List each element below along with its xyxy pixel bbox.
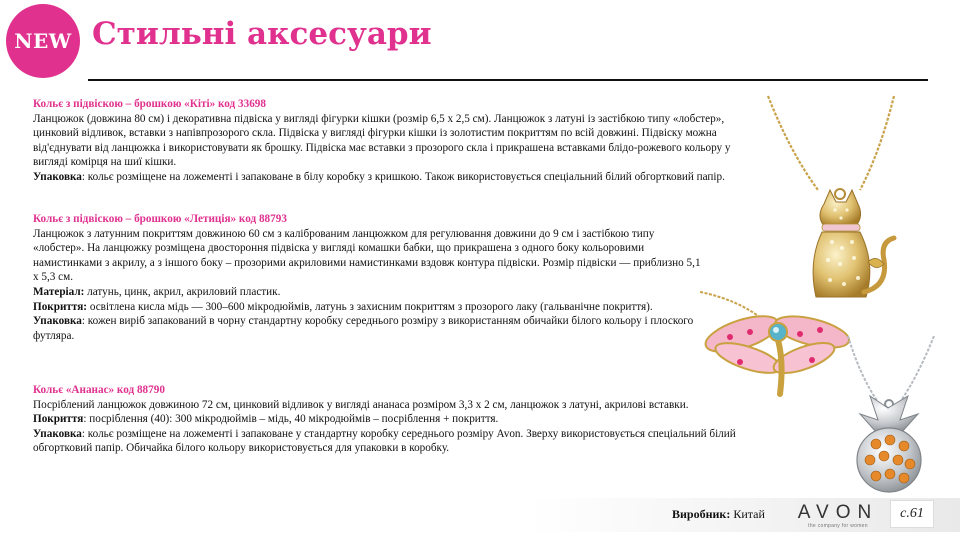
coating-label: Покриття: [33, 300, 88, 313]
avon-tagline: the company for women [808, 523, 868, 529]
product-kitty [33, 97, 761, 185]
product-description: Посріблений ланцюжок довжиною 72 см, цинковий відливок у вигляді ананаса розміром 3,3 х 2 см, ланцюжок з латуні, акрилові вставки. [33, 398, 689, 411]
page-number: с.61 [890, 500, 934, 528]
new-badge-label: NEW [14, 29, 72, 53]
cat-pendant-image [760, 92, 920, 307]
material-line [33, 285, 703, 300]
packaging-label: Упаковка [33, 427, 82, 440]
producer-info [672, 507, 765, 522]
packaging-text: : кольє розміщене на ложементі і запаковане у стандартну коробку середнього розміру Avon. Зверху використовується спеціальний білий обгортковий папір. Обичайка білого кольору використовується для упаковки в коробку. [33, 427, 736, 455]
producer-value: Китай [730, 507, 765, 521]
avon-wordmark: AVON [797, 502, 879, 523]
page-title: Стильні аксесуари [92, 16, 432, 52]
coating-line [33, 412, 761, 427]
coating-line [33, 300, 703, 315]
packaging-text: : кожен виріб запакований в чорну стандартну коробку середнього розміру з використанням обичайки білого кольору і плоского футляра. [33, 315, 694, 342]
product-heading: Кольє «Ананас» код 88790 [33, 384, 165, 396]
packaging-line [33, 314, 703, 343]
new-badge [6, 4, 80, 78]
product-description: Ланцюжок з латунним покриттям довжиною 60 см з каліброваним ланцюжком для регулювання довжини до 9 см і застібкою типу «лобстер». На ланцюжку розміщена двостороння підвіска у вигляді комашки бабки, що прикрашена з одного боку кольоровими намистинками з акрилу, а з іншого боку – прозорими акриловими намистинками вздовж контура підвіски. Розмір підвіски — приблизно 5,1 х 5,3 см. [33, 227, 701, 284]
avon-logo [793, 503, 883, 529]
product-heading: Кольє з підвіскою – брошкою «Кіті» код 33698 [33, 98, 266, 110]
title-divider [88, 79, 928, 81]
material-text: латунь, цинк, акрил, акриловий пластик. [84, 285, 281, 298]
packaging-line [33, 170, 761, 185]
product-pineapple [33, 383, 761, 456]
material-label: Матеріал: [33, 285, 85, 298]
product-heading: Кольє з підвіскою – брошкою «Летиція» код 88793 [33, 213, 287, 225]
packaging-line [33, 427, 761, 456]
packaging-label: Упаковка [33, 315, 82, 328]
product-description: Ланцюжок (довжина 80 см) і декоративна підвіска у вигляді фігурки кішки (розмір 6,5 х 2,5 см). Ланцюжок з латуні із застібкою типу «лобстер», цинковий відливок, вставки з напівпрозорого скла. Підвіска у вигляді фігурки кішки із золотистим покриттям по всій довжині. Підвіску можна від'єднувати від ланцюжка і використовувати як брошку. Підвіска має вставки з прозорого скла і прикрашена вставками блідо-рожевого кольору у вигляді комірця на шиї кішки. [33, 112, 731, 169]
product-leticia [33, 212, 703, 343]
producer-label: Виробник: [672, 507, 731, 521]
coating-text: освітлена кисла мідь — 300–600 мікродюймів, латунь з захисним покриттям з прозорого лаку (гальванічне покриття). [87, 300, 653, 313]
coating-text: : посріблення (40): 300 мікродюймів – мідь, 40 мікродюймів – посріблення + покриття. [83, 413, 499, 426]
pineapple-pendant-image [830, 336, 940, 496]
packaging-text: : кольє розміщене на ложементі і запаковане в білу коробку з кришкою. Також використовується спеціальний білий обгортковий папір. [81, 170, 725, 183]
coating-label: Покриття [33, 413, 84, 426]
packaging-label: Упаковка [33, 170, 82, 183]
